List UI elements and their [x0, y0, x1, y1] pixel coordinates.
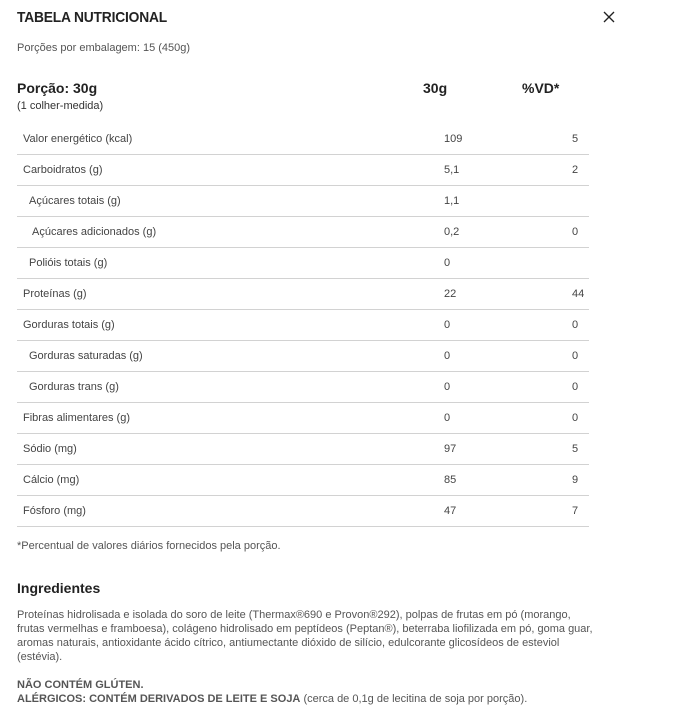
nutrient-name: Gorduras saturadas (g): [17, 341, 438, 372]
footnote: *Percentual de valores diários fornecidos pela porção.: [17, 540, 281, 552]
table-row: [17, 465, 589, 496]
nutrition-table: [17, 124, 589, 527]
table-row: [17, 248, 589, 279]
table-row: [17, 279, 589, 310]
nutrient-amount: 22: [438, 279, 543, 310]
column-header-amount: 30g: [423, 80, 448, 96]
table-row: [17, 186, 589, 217]
column-header-dv: %VD*: [522, 80, 560, 96]
nutrient-dv: 5: [543, 124, 589, 155]
nutrient-dv: 5: [543, 434, 589, 465]
nutrient-name: Valor energético (kcal): [17, 124, 438, 155]
nutrient-dv: 44: [543, 279, 589, 310]
nutrient-amount: 0: [438, 403, 543, 434]
nutrient-name: Cálcio (mg): [17, 465, 438, 496]
nutrient-dv: 9: [543, 465, 589, 496]
portion-label: Porção: 30g: [17, 80, 98, 96]
nutrient-dv: 7: [543, 496, 589, 527]
nutrient-name: Gorduras totais (g): [17, 310, 438, 341]
ingredients-title: Ingredientes: [17, 580, 101, 596]
nutrient-amount: 1,1: [438, 186, 543, 217]
nutrient-amount: 0: [438, 248, 543, 279]
servings-per-package: Porções por embalagem: 15 (450g): [17, 42, 191, 54]
nutrient-name: Gorduras trans (g): [17, 372, 438, 403]
nutrient-amount: 0: [438, 372, 543, 403]
nutrient-amount: 0,2: [438, 217, 543, 248]
nutrient-name: Fibras alimentares (g): [17, 403, 438, 434]
portion-sub: (1 colher-medida): [17, 100, 104, 112]
nutrient-amount: 97: [438, 434, 543, 465]
nutrient-name: Fósforo (mg): [17, 496, 438, 527]
nutrient-name: Polióis totais (g): [17, 248, 438, 279]
portion-header: [17, 80, 589, 100]
nutrient-amount: 0: [438, 310, 543, 341]
close-icon[interactable]: [601, 9, 617, 25]
table-row: [17, 372, 589, 403]
nutrient-dv: [543, 248, 589, 279]
nutrient-name: Açúcares totais (g): [17, 186, 438, 217]
table-row: [17, 341, 589, 372]
nutrient-name: Proteínas (g): [17, 279, 438, 310]
table-row: [17, 217, 589, 248]
table-row: [17, 310, 589, 341]
table-row: [17, 434, 589, 465]
allergen-notice: [17, 693, 527, 705]
nutrient-amount: 5,1: [438, 155, 543, 186]
allergen-label: ALÉRGICOS: CONTÉM DERIVADOS DE LEITE E SOJA: [17, 693, 301, 705]
gluten-notice: NÃO CONTÉM GLÚTEN.: [17, 679, 144, 691]
table-row: [17, 124, 589, 155]
table-row: [17, 403, 589, 434]
page-title: TABELA NUTRICIONAL: [17, 9, 168, 26]
nutrient-name: Açúcares adicionados (g): [17, 217, 438, 248]
nutrient-name: Carboidratos (g): [17, 155, 438, 186]
nutrient-dv: 0: [543, 310, 589, 341]
allergen-note: (cerca de 0,1g de lecitina de soja por porção).: [300, 693, 528, 705]
nutrient-amount: 47: [438, 496, 543, 527]
nutrient-dv: 0: [543, 217, 589, 248]
nutrient-name: Sódio (mg): [17, 434, 438, 465]
nutrient-dv: 0: [543, 372, 589, 403]
nutrient-dv: 0: [543, 341, 589, 372]
nutrient-dv: [543, 186, 589, 217]
nutrient-amount: 85: [438, 465, 543, 496]
ingredients-text: Proteínas hidrolisada e isolada do soro de leite (Thermax®690 e Provon®292), polpas de frutas em pó (morango, frutas vermelhas e framboesa), colágeno hidrolisado em peptídeos (Peptan®), beterraba liofilizada em pó, goma guar, aromas naturais, antioxidante ácido cítrico, antiumectante dióxido de silício, edulcorante glicosídeos de esteviol (estévia).: [17, 609, 593, 663]
nutrient-dv: 2: [543, 155, 589, 186]
table-row: [17, 155, 589, 186]
nutrient-dv: 0: [543, 403, 589, 434]
table-row: [17, 496, 589, 527]
nutrient-amount: 109: [438, 124, 543, 155]
nutrient-amount: 0: [438, 341, 543, 372]
